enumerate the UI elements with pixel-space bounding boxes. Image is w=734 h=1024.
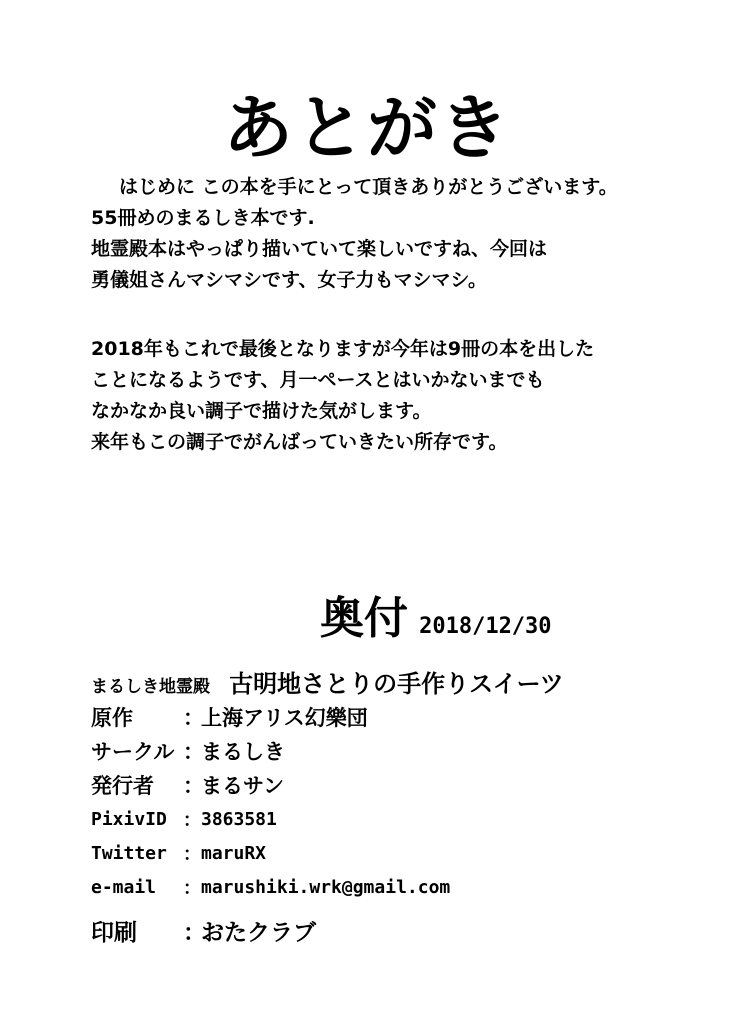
info-row-original <box>91 700 651 734</box>
text-line: 来年もこの調子でがんばっていきたい所存です。 <box>91 431 508 453</box>
info-colon: ： <box>183 919 206 946</box>
info-value: 上海アリス幻樂団 <box>201 706 368 730</box>
info-row-circle <box>91 734 651 768</box>
info-row-publisher <box>91 768 651 802</box>
text-line: 地霊殿本はやっぱり描いていて楽しいですね、今回は <box>91 238 548 260</box>
series-name: まるしき地霊殿 <box>91 677 210 697</box>
info-colon: ： <box>183 844 201 865</box>
info-label: 印刷 <box>91 919 137 946</box>
afterword-paragraph-2 <box>91 334 594 458</box>
info-label: 発行者 <box>91 774 154 798</box>
text-line: なかなか良い調子で描けた気がします。 <box>91 400 432 422</box>
book-title-line <box>91 664 564 699</box>
info-colon: ： <box>183 740 204 764</box>
info-value: 3863581 <box>201 808 277 830</box>
info-label: PixivID <box>91 808 167 830</box>
info-label: 原作 <box>91 706 133 730</box>
info-row-email <box>91 870 651 904</box>
info-value: おたクラブ <box>201 919 316 946</box>
info-colon: ： <box>183 774 204 798</box>
info-label: e-mail <box>91 876 157 898</box>
info-colon: ： <box>183 878 201 899</box>
info-row-printer <box>91 910 651 950</box>
info-value: maruRX <box>201 842 267 864</box>
afterword-heading: あとがき <box>223 87 511 169</box>
colophon-header <box>320 592 552 646</box>
afterword-paragraph-1 <box>91 172 618 296</box>
info-row-twitter <box>91 836 651 870</box>
info-label: Twitter <box>91 842 167 864</box>
info-value: marushiki.wrk@gmail.com <box>201 876 451 898</box>
info-colon: ： <box>183 810 201 831</box>
info-label: サークル <box>91 740 175 764</box>
info-value: まるサン <box>201 774 284 798</box>
text-line: はじめに この本を手にとって頂きありがとうございます。 <box>119 176 618 198</box>
info-colon: ： <box>183 706 204 730</box>
text-line: 2018年もこれで最後となりますが今年は9冊の本を出した <box>91 338 595 360</box>
text-line: 55冊めのまるしき本です. <box>91 207 315 229</box>
info-value: まるしき <box>201 740 285 764</box>
colophon-title: 奥付 <box>320 593 408 644</box>
colophon-info <box>91 700 651 950</box>
book-title: 古明地さとりの手作りスイーツ <box>229 670 564 698</box>
text-line: 勇儀姐さんマシマシです、女子力もマシマシ。 <box>91 269 487 291</box>
info-row-pixiv <box>91 802 651 836</box>
publication-date: 2018/12/30 <box>419 614 552 639</box>
text-line: ことになるようです、月一ペースとはいかないまでも <box>91 369 545 391</box>
